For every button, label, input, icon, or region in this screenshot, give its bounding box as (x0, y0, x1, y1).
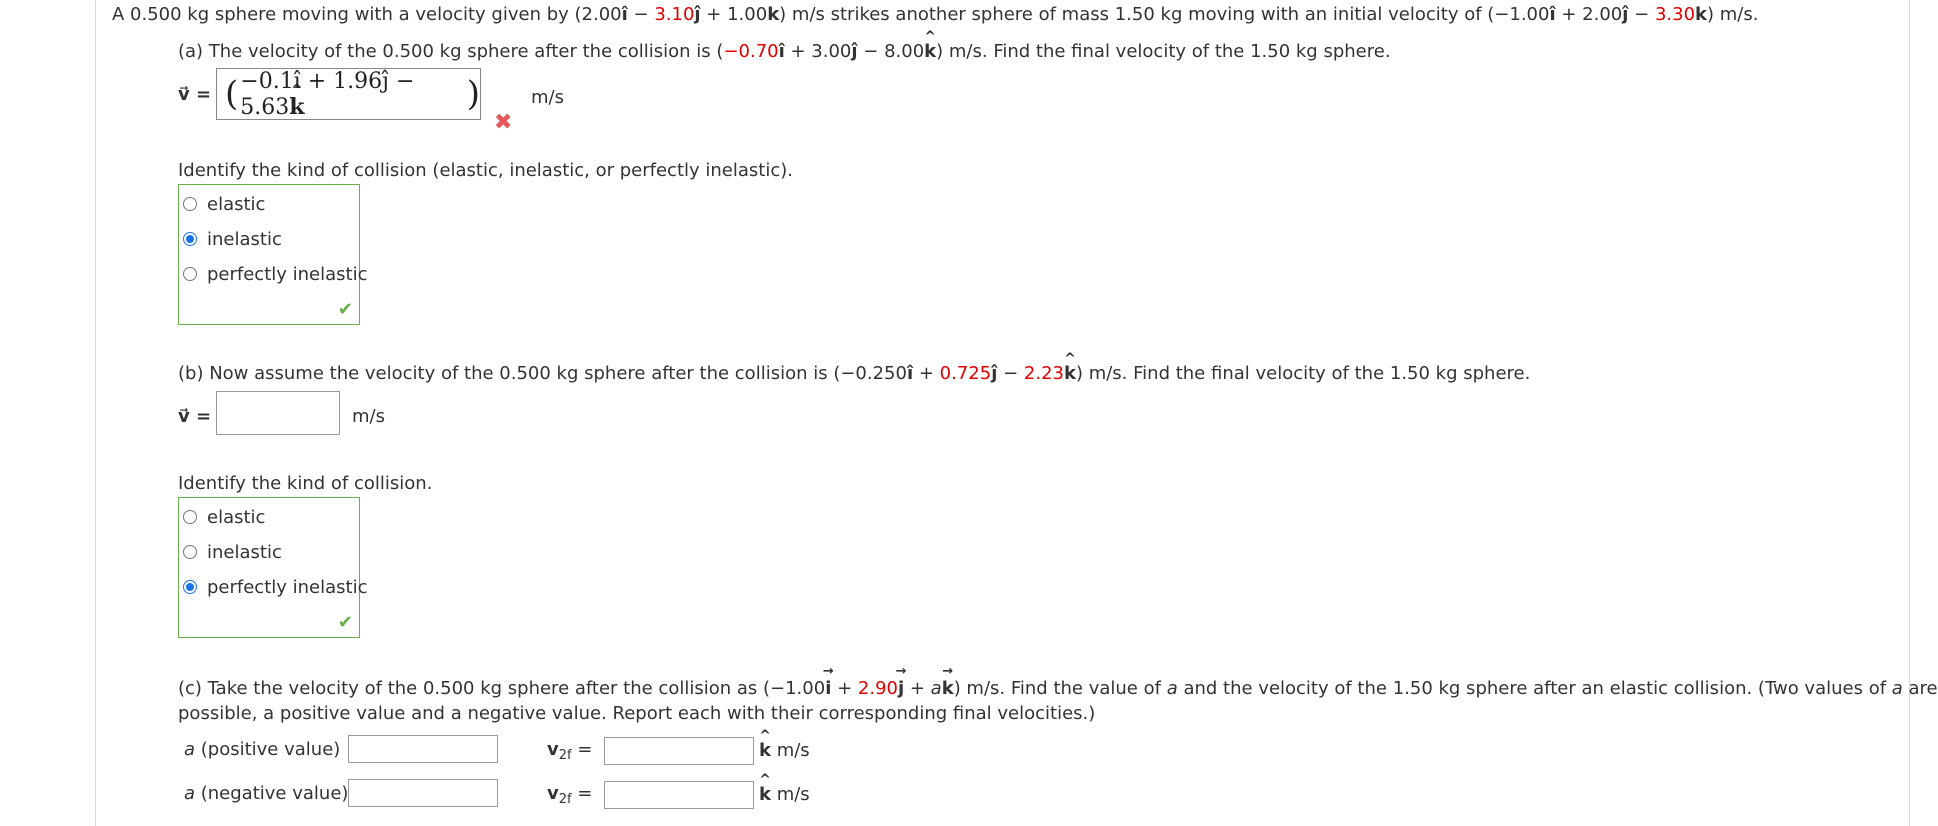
correct-check-icon: ✔ (337, 299, 353, 320)
v2f-negative-unit: k ^ m/s (759, 784, 810, 805)
part-a-velocity-label: v⃗ = (178, 84, 212, 105)
correct-check-icon: ✔ (337, 612, 353, 633)
radio-unselected-icon[interactable] (183, 545, 197, 559)
part-b-question: (b) Now assume the velocity of the 0.500 kg sphere after the collision is (−0.250î + 0.725ĵ − 2.23k ^) m/s. Find the final velocity of the 1.50 kg sphere. (178, 363, 1530, 384)
part-b-collision-prompt: Identify the kind of collision. (178, 473, 433, 494)
v2f-positive-unit: k ^ m/s (759, 740, 810, 761)
radio-unselected-icon[interactable] (183, 267, 197, 281)
part-a-collision-options (178, 184, 368, 325)
part-b-option-perfectly-inelastic[interactable]: perfectly inelastic (179, 574, 368, 600)
part-a-option-perfectly-inelastic[interactable]: perfectly inelastic (179, 261, 368, 287)
part-c-positive-label: a (positive value) (184, 739, 341, 760)
part-a-answer-text: −0.1î + 1.96ĵ − 5.63k ^ (240, 69, 464, 120)
part-a-collision-prompt: Identify the kind of collision (elastic, inelastic, or perfectly inelastic). (178, 160, 793, 181)
radio-selected-icon[interactable] (183, 232, 197, 246)
a-positive-input[interactable] (348, 735, 498, 763)
part-c-question: (c) Take the velocity of the 0.500 kg sphere after the collision as (−1.00i → + 2.90j → + ak →) m/s. Find the value of a and the velocity of the 1.50 kg sphere after an elastic collision. (Two values of a are (178, 678, 1938, 699)
radio-unselected-icon[interactable] (183, 510, 197, 524)
part-a-option-elastic[interactable]: elastic (179, 191, 265, 217)
incorrect-x-icon: ✖ (494, 110, 513, 135)
problem-statement: A 0.500 kg sphere moving with a velocity given by (2.00î − 3.10ĵ + 1.00k ^) m/s strikes another sphere of mass 1.50 kg moving with an initial velocity of (−1.00î + 2.00ĵ − 3.30k ^) m/s. (112, 4, 1758, 25)
part-c-negative-label: a (negative value) (184, 783, 349, 804)
part-b-option-inelastic[interactable]: inelastic (179, 539, 282, 565)
radio-selected-icon[interactable] (183, 580, 197, 594)
part-b-velocity-input[interactable] (216, 391, 340, 435)
v2f-label-negative: $v_{2f}$ = (547, 783, 593, 807)
part-b-option-elastic[interactable]: elastic (179, 504, 265, 530)
v2f-negative-input[interactable] (604, 781, 754, 809)
part-a-unit: m/s (531, 87, 564, 108)
part-b-velocity-label: v⃗ = (178, 406, 212, 427)
part-b-collision-options (178, 497, 368, 638)
part-c-question-line2: possible, a positive value and a negative value. Report each with their corresponding final velocities.) (178, 703, 1096, 724)
part-a-velocity-answer[interactable]: ( −0.1î + 1.96ĵ − 5.63k ^ ) (216, 68, 481, 120)
v2f-label-positive: $v_{2f}$ = (547, 739, 593, 763)
part-b-unit: m/s (352, 406, 385, 427)
part-a-option-inelastic[interactable]: inelastic (179, 226, 282, 252)
v2f-positive-input[interactable] (604, 737, 754, 765)
a-negative-input[interactable] (348, 779, 498, 807)
radio-unselected-icon[interactable] (183, 197, 197, 211)
part-a-question: (a) The velocity of the 0.500 kg sphere after the collision is (−0.70î + 3.00ĵ − 8.00k ^) m/s. Find the final velocity of the 1.50 kg sphere. (178, 41, 1391, 62)
